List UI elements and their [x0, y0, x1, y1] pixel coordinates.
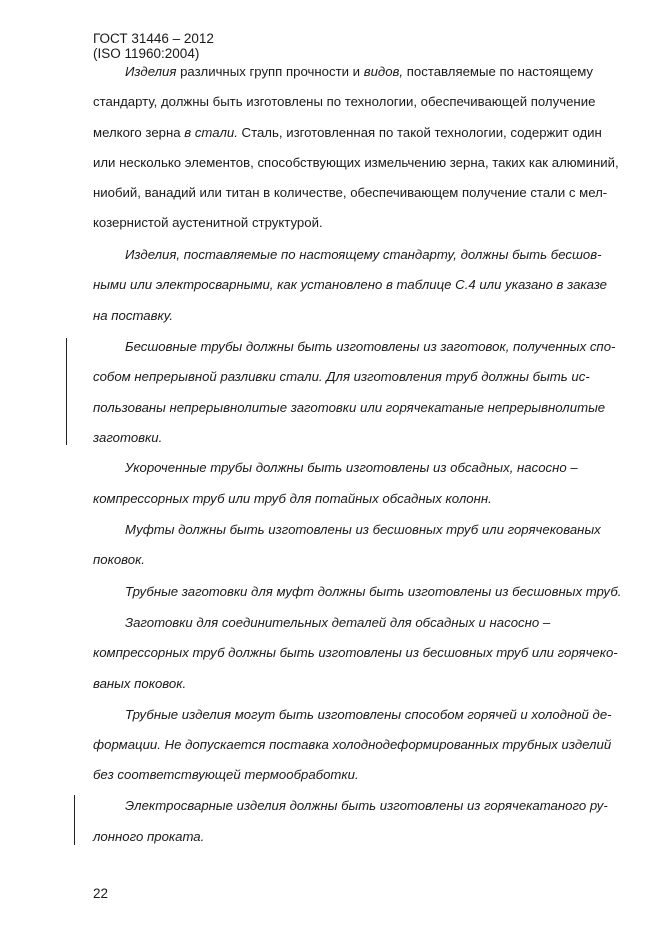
body-line: [125, 707, 612, 723]
change-bar: [66, 338, 67, 445]
text-run: лонного проката.: [93, 829, 205, 844]
body-line: [93, 767, 359, 783]
iso-reference: (ISO 11960:2004): [93, 46, 200, 61]
text-run: пользованы непрерывнолитые заготовки или горячекатаные непрерывнолитые: [93, 400, 606, 415]
text-run: Укороченные трубы должны быть изготовлены из обсадных, насосно –: [125, 460, 578, 475]
body-line: [125, 64, 593, 80]
text-run: без соответствующей термообработки.: [93, 767, 359, 782]
text-run: Трубные заготовки для муфт должны быть изготовлены из бесшовных труб.: [125, 584, 622, 599]
text-run: или несколько элементов, способствующих измельчению зерна, таких как алюминий,: [93, 155, 619, 170]
text-run: поковок.: [93, 552, 145, 567]
body-line: [125, 460, 578, 476]
body-line: [93, 552, 145, 568]
text-run: формации. Не допускается поставка холоднодеформированных трубных изделий: [93, 737, 612, 752]
text-run: стандарту, должны быть изготовлены по технологии, обеспечивающей получение: [93, 94, 596, 109]
page-number: 22: [93, 886, 109, 901]
body-line: [125, 339, 615, 355]
body-line: [125, 522, 601, 538]
text-run: Изделия, поставляемые по настоящему стандарту, должны быть бесшов-: [125, 247, 602, 262]
text-run: заготовки.: [93, 430, 163, 445]
text-run: козернистой аустенитной структурой.: [93, 215, 323, 230]
text-run: на поставку.: [93, 308, 174, 323]
text-run: Трубные изделия могут быть изготовлены способом горячей и холодной де-: [125, 707, 612, 722]
body-line: [93, 829, 204, 845]
body-line: [125, 584, 621, 600]
text-run: мелкого зерна: [93, 125, 185, 140]
body-line: [93, 185, 607, 201]
standard-code: ГОСТ 31446 – 2012: [93, 31, 214, 46]
text-run: Заготовки для соединительных деталей для обсадных и насосно –: [125, 615, 551, 630]
text-run: в стали.: [184, 125, 238, 140]
text-run: Муфты должны быть изготовлены из бесшовных труб или горячекованых: [125, 522, 601, 537]
body-line: [93, 94, 595, 110]
body-line: [93, 277, 607, 293]
body-line: [93, 400, 605, 416]
text-run: Изделия: [125, 64, 177, 79]
body-line: [125, 615, 550, 631]
text-run: собом непрерывной разливки стали. Для изготовления труб должны быть ис-: [93, 369, 590, 384]
body-line: [93, 430, 162, 446]
body-line: [93, 491, 492, 507]
body-line: [125, 798, 608, 814]
text-run: ными или электросварными, как установлено в таблице С.4 или указано в заказе: [93, 277, 608, 292]
text-run: Сталь, изготовленная по такой технологии, содержит один: [237, 125, 602, 140]
text-run: поставляемые по настоящему: [403, 64, 594, 79]
text-run: компрессорных труб должны быть изготовлены из бесшовных труб или горячеко-: [93, 645, 618, 660]
body-line: [93, 155, 619, 171]
body-line: [93, 215, 323, 231]
body-line: [93, 645, 618, 661]
change-bar: [74, 795, 75, 845]
text-run: различных групп прочности и: [176, 64, 364, 79]
body-line: [93, 737, 611, 753]
text-run: Бесшовные трубы должны быть изготовлены из заготовок, полученных спо-: [125, 339, 616, 354]
body-line: [125, 247, 602, 263]
text-run: видов,: [363, 64, 404, 79]
body-line: [93, 125, 602, 141]
text-run: компрессорных труб или труб для потайных обсадных колонн.: [93, 491, 492, 506]
text-run: ниобий, ванадий или титан в количестве, обеспечивающем получение стали с мел-: [93, 185, 608, 200]
text-run: ваных поковок.: [93, 676, 187, 691]
body-line: [93, 308, 173, 324]
body-line: [93, 676, 186, 692]
text-run: Электросварные изделия должны быть изготовлены из горячекатаного ру-: [125, 798, 608, 813]
body-line: [93, 369, 590, 385]
